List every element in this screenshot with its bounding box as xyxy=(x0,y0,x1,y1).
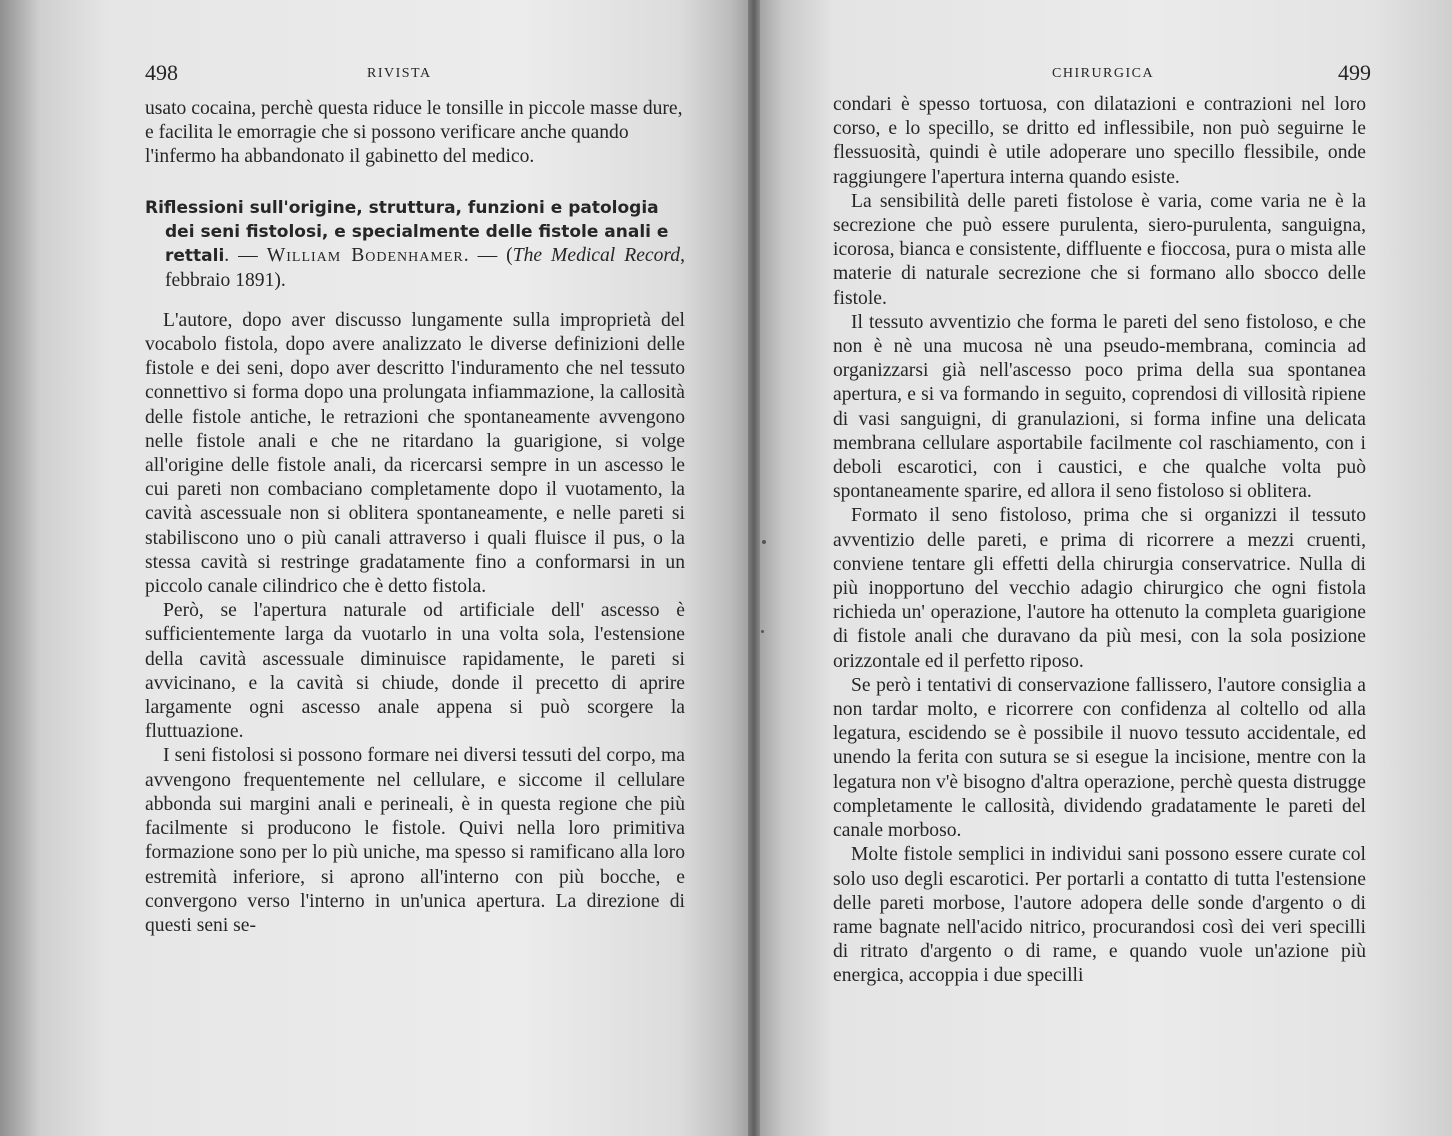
left-running-title: RIVISTA xyxy=(367,66,432,81)
right-paragraph-5: Se però i tentativi di conservazione fallissero, l'autore consiglia a non tardar molto, e ricorrere con confidenza al coltello od alla legatura, escidendo se è possibile il nuovo tessuto accidentale, ed unendo la ferita con sutura se si esegue la incisione, mentre con la legatura non v'è bisogno d'altra operazione, perchè questa distrugge completamente le callosità, dividendo gradatamente le pareti del canale morboso. xyxy=(833,674,1366,842)
right-text-block xyxy=(833,93,1366,989)
article-title-line-2: dei seni fistolosi, e specialmente delle fistole anali e xyxy=(165,222,669,243)
book-gutter xyxy=(748,0,760,1136)
article-title-line-1: Riflessioni sull'origine, struttura, funzioni e patologia xyxy=(145,197,659,218)
citation-date: febbraio 1891 xyxy=(165,269,275,291)
left-paragraph-2: Però, se l'apertura naturale od artificiale dell' ascesso è sufficientemente larga da vuotarlo in una volta sola, l'estensione della cavità ascessuale diminuisce rapidamente, le pareti si avvicinano, e la cavità si chiude, donde il precetto di aprire largamente ogni ascesso anale appena si può scorgere la fluttuazione. xyxy=(145,600,685,743)
paper-speck xyxy=(761,630,764,633)
article-title xyxy=(145,196,685,245)
citation-source: The Medical Record xyxy=(512,245,681,267)
right-paragraph-1: condari è spesso tortuosa, con dilatazioni e contrazioni nel loro corso, e lo specillo, se dritto ed inflessibile, non può seguirne le flessuosità, quindi è utile adoperare uno specillo flessibile, onde raggiungere l'apertura interna quando esiste. xyxy=(833,94,1366,188)
right-page-number: 499 xyxy=(1338,60,1371,85)
paper-speck xyxy=(762,540,766,544)
right-paragraph-4: Formato il seno fistoloso, prima che si organizzi il tessuto avventizio delle pareti, e prima di ricorrere a mezzi cruenti, conviene tentare gli effetti della chirurgia conservatrice. Nulla di più inopportuno del vecchio adagio chirurgico che ogni fistola richieda un' operazione, l'autore ha ottenuto la completa guarigione di fistole anali che duravano da più mesi, con la sola posizione orizzontale ed il perfetto riposo. xyxy=(833,505,1366,672)
right-paragraph-2: La sensibilità delle pareti fistolose è varia, come varia ne è la secrezione che può essere purulenta, siero-purulenta, sanguigna, icorosa, bianca e consistente, diffluente e fioccosa, pura o mista alle materie di naturale secrezione che si formano allo sbocco delle fistole. xyxy=(833,190,1366,309)
right-paragraph-3: Il tessuto avventizio che forma le pareti del seno fistoloso, e che non è nè una mucosa nè una pseudo-membrana, comincia ad organizzarsi già nell'ascesso poco prima della sua spontanea apertura, e si va formando in seguito, coprendosi di villosità ripiene di vasi sanguigni, di granulazioni, si forma infine una delicata membrana cellulare asportabile facilmente col raschiamento, con i deboli escarotici, con i caustici, e che qualche volta può spontaneamente sparire, ed allora il seno fistoloso si oblitera. xyxy=(833,311,1366,503)
left-paragraph-1: L'autore, dopo aver discusso lungamente sulla improprietà del vocabolo fistola, dopo avere analizzato le diverse definizioni delle fistole e dei seni, dopo aver descritto l'induramento che nel tessuto connettivo si forma dopo una prolungata infiammazione, la callosità delle fistole antiche, le retrazioni che spontaneamente avvengono nelle fistole anali e che ne ritardano la guarigione, si volge all'origine delle fistole anali, da ricercarsi sempre in un ascesso le cui pareti non combaciano completamente dopo il vuotamento, la cavità ascessuale non si oblitera spontaneamente, e nelle pareti si stabiliscono uno o più canali attraverso i quali fluisce il pus, o la stessa cavità si restringe gradatamente fino a conformarsi in un piccolo canale cilindrico che è detto fistola. xyxy=(145,309,685,598)
article-citation: rettali. — William Bodenhamer. — (The Medical Record, febbraio 1891). xyxy=(165,245,685,291)
article-title-line-3: rettali xyxy=(165,246,225,267)
left-page-number: 498 xyxy=(145,60,178,85)
right-page xyxy=(754,0,1452,1136)
left-paragraph-3: I seni fistolosi si possono formare nei diversi tessuti del corpo, ma avvengono frequentemente nel cellulare, e siccome il cellulare abbonda sui margini anali e perineali, è in questa regione che più facilmente si producono le fistole. Quivi nella loro primitiva formazione sono per lo più uniche, ma spesso si ramificano alla loro estremità inferiore, si aprono all'interno con più bocche, e convergono verso l'interno in un'unica apertura. La direzione di questi seni se- xyxy=(145,745,685,936)
left-opening-paragraph: usato cocaina, perchè questa riduce le tonsille in piccole masse dure, e facilita le emorragie che si possono verificare anche quando l'infermo ha abbandonato il gabinetto del medico. xyxy=(145,98,683,168)
citation-author: William Bodenhamer xyxy=(266,245,464,267)
right-running-title: CHIRURGICA xyxy=(1052,66,1155,81)
right-paragraph-6: Molte fistole semplici in individui sani possono essere curate col solo uso degli escarotici. Per portarli a contatto di tutta l'estensione delle pareti morbose, l'autore adopera delle sonde d'argento o di rame bagnate nell'acido nitrico, procurandosi così dei veri specilli di ritrato d'argento o di rame, e quando vuole un'azione più energica, accoppia i due specilli xyxy=(833,844,1366,987)
left-text-block xyxy=(145,97,685,938)
